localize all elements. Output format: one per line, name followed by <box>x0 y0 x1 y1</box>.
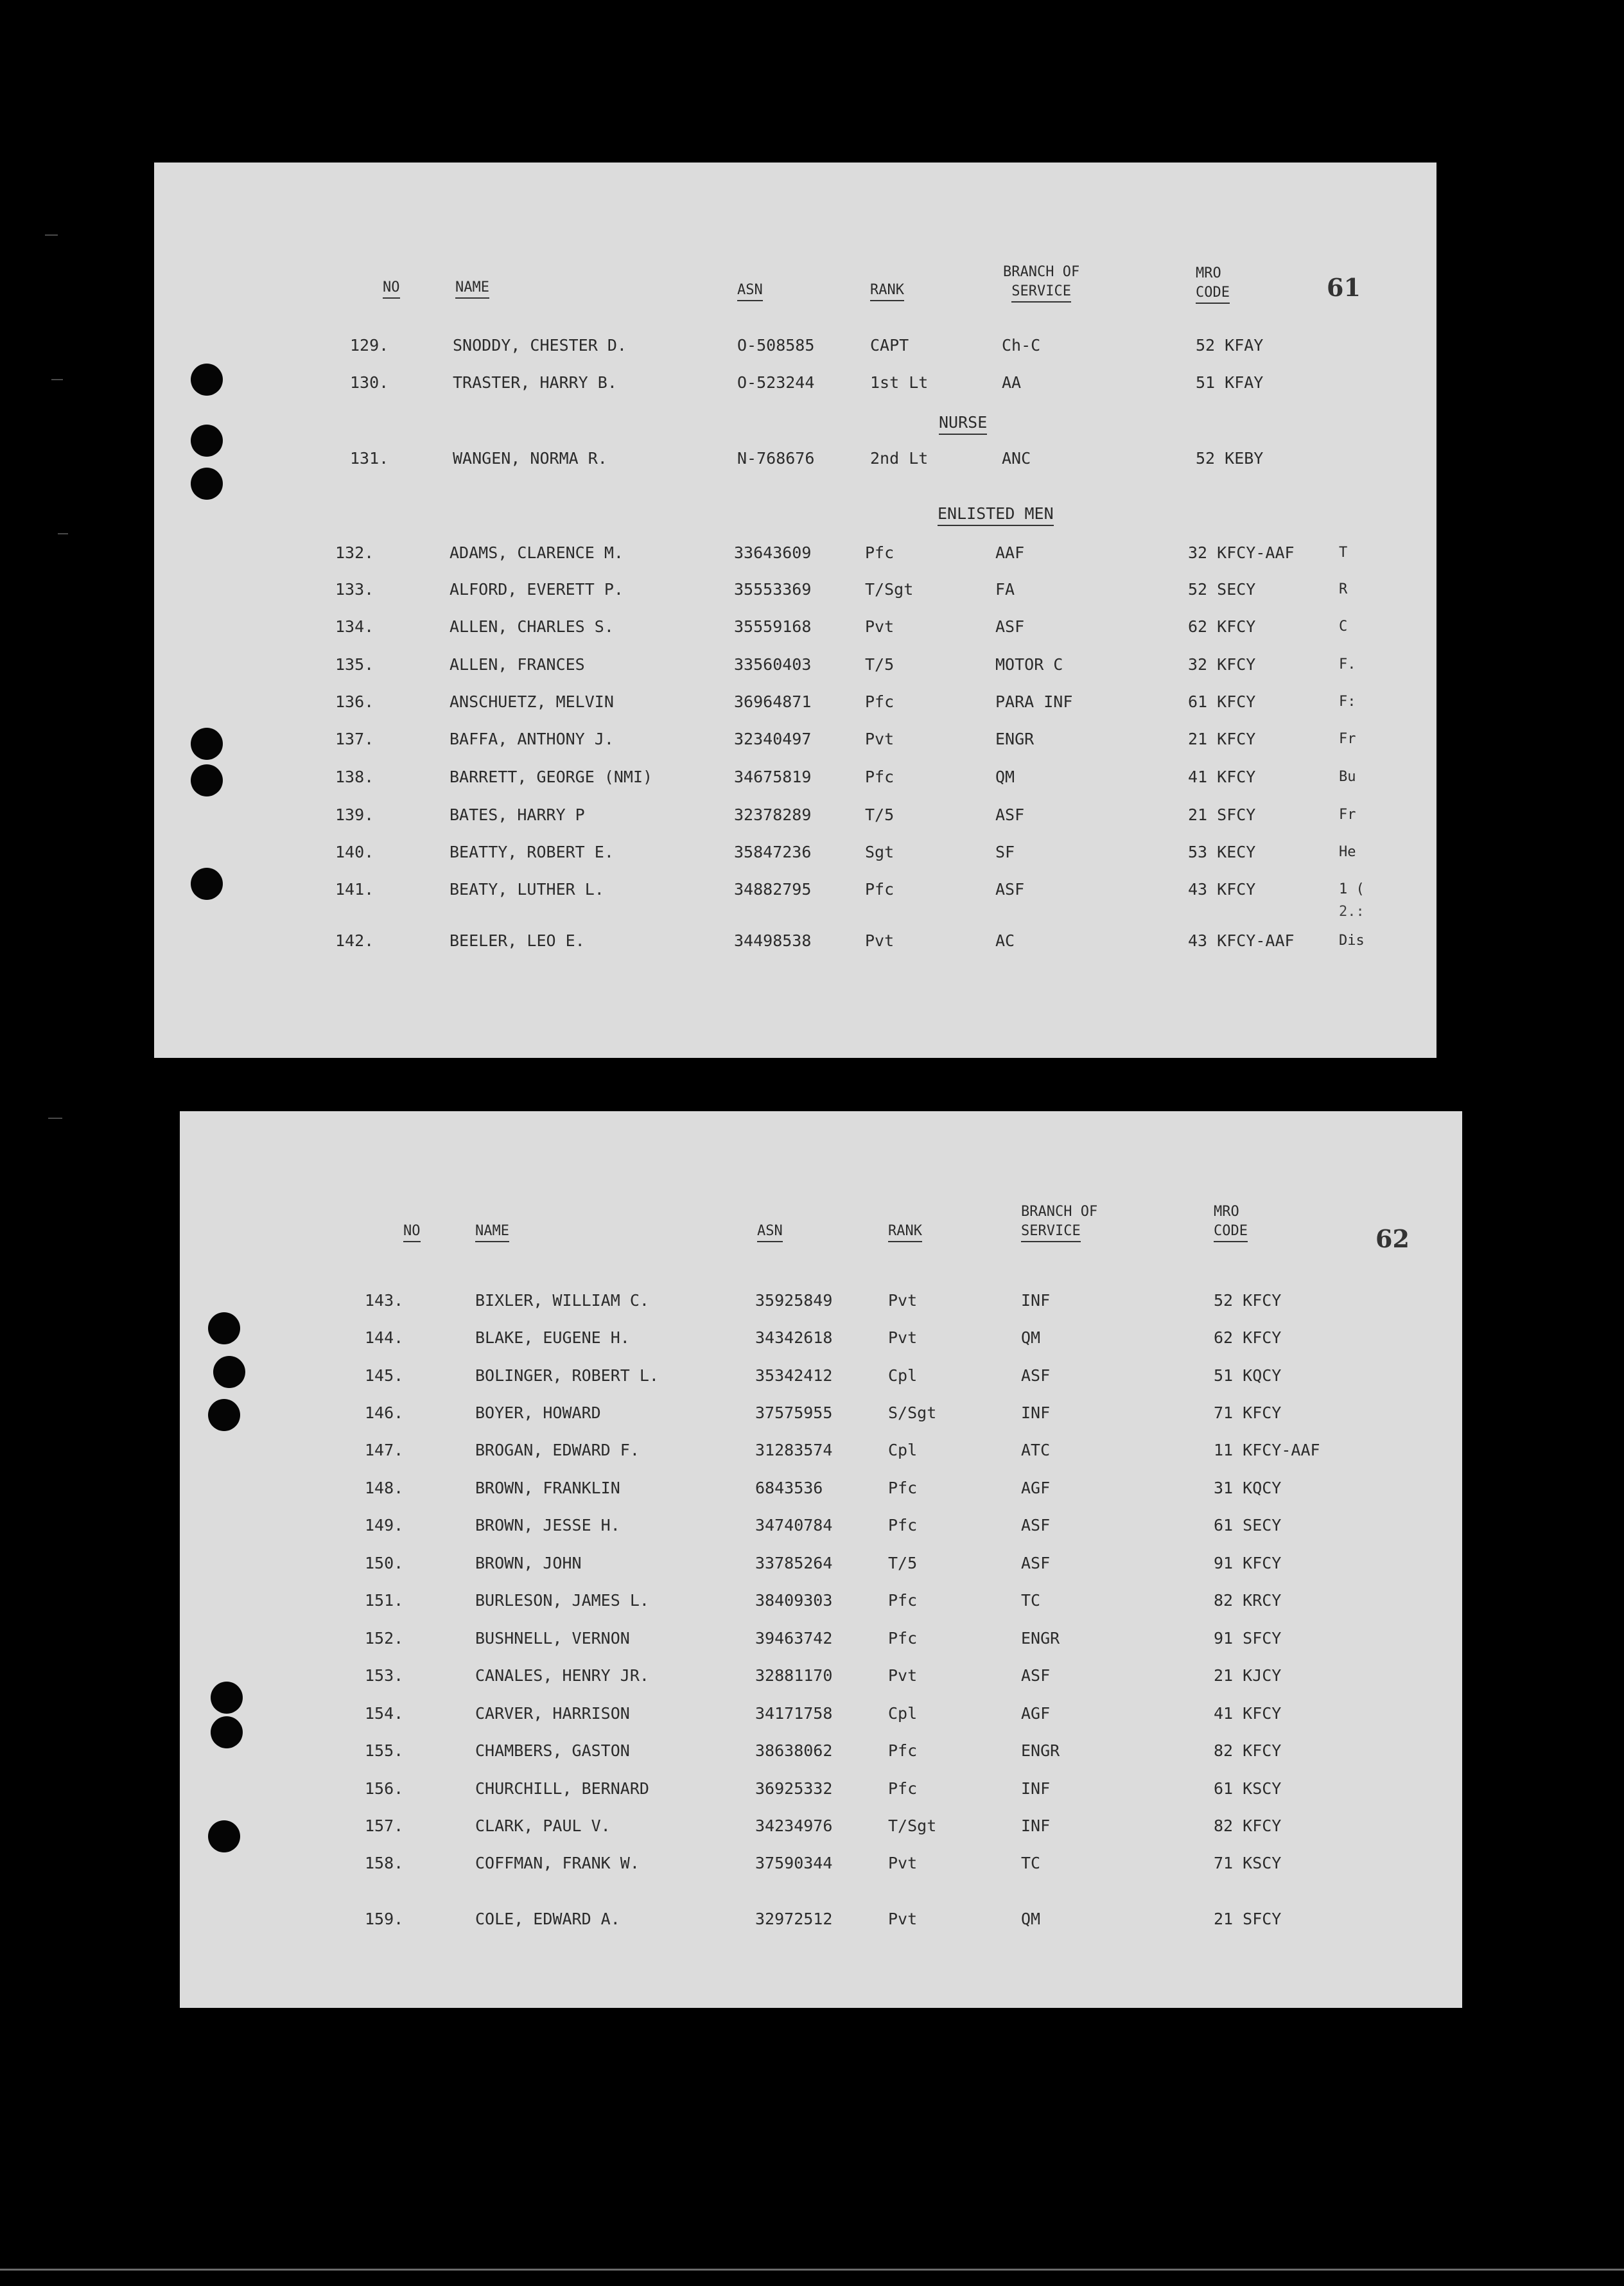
cell-name: CHURCHILL, BERNARD <box>475 1779 649 1798</box>
cell-name: BROWN, JOHN <box>475 1554 582 1572</box>
cell-rank: Pfc <box>865 880 895 899</box>
cell-rank: Pvt <box>865 730 895 748</box>
cell-branch: Ch-C <box>1002 336 1041 355</box>
cell-branch: ASF <box>1021 1516 1051 1534</box>
cell-name: ALLEN, FRANCES <box>450 655 585 674</box>
cell-asn: 37590344 <box>755 1854 833 1872</box>
cell-branch: ATC <box>1021 1441 1051 1459</box>
cell-no: 136. <box>335 692 374 711</box>
cell-margin-note: He <box>1339 844 1356 860</box>
cell-rank: Cpl <box>888 1441 918 1459</box>
cell-mro: 53 KECY <box>1188 843 1256 861</box>
scan-artifact <box>51 379 63 380</box>
cell-mro: 82 KFCY <box>1214 1741 1282 1760</box>
cell-branch: INF <box>1021 1779 1051 1798</box>
cell-rank: T/Sgt <box>865 580 914 599</box>
cell-mro: 71 KSCY <box>1214 1854 1282 1872</box>
table-row <box>154 840 1436 865</box>
cell-asn: 32881170 <box>755 1666 833 1685</box>
cell-branch: ENGR <box>1021 1741 1060 1760</box>
header-asn: ASN <box>737 281 763 301</box>
cell-rank: Pvt <box>888 1854 918 1872</box>
header-asn: ASN <box>757 1222 783 1242</box>
cell-rank: Pvt <box>865 931 895 950</box>
header-mro-code: MRO CODE <box>1214 1202 1248 1242</box>
cell-no: 133. <box>335 580 374 599</box>
cell-mro: 21 KJCY <box>1214 1666 1282 1685</box>
cell-no: 141. <box>335 880 374 899</box>
cell-no: 130. <box>350 373 389 392</box>
cell-rank: 2nd Lt <box>870 449 929 468</box>
cell-mro: 31 KQCY <box>1214 1479 1282 1497</box>
cell-rank: Pvt <box>865 617 895 636</box>
cell-no: 140. <box>335 843 374 861</box>
cell-name: COFFMAN, FRANK W. <box>475 1854 640 1872</box>
cell-no: 129. <box>350 336 389 355</box>
cell-branch: INF <box>1021 1816 1051 1835</box>
cell-no: 151. <box>365 1591 404 1610</box>
cell-name: BOLINGER, ROBERT L. <box>475 1366 659 1385</box>
cell-no: 153. <box>365 1666 404 1685</box>
table-row <box>180 1551 1462 1576</box>
cell-name: BIXLER, WILLIAM C. <box>475 1291 649 1310</box>
cell-asn: 36925332 <box>755 1779 833 1798</box>
cell-no: 149. <box>365 1516 404 1534</box>
table-row <box>180 1438 1462 1463</box>
header-mro-code: MRO CODE <box>1196 264 1230 304</box>
header-no: NO <box>383 278 400 299</box>
cell-branch: INF <box>1021 1291 1051 1310</box>
cell-branch: ENGR <box>1021 1629 1060 1648</box>
cell-no: 156. <box>365 1779 404 1798</box>
cell-margin-note: F: <box>1339 694 1356 710</box>
cell-rank: Pfc <box>888 1741 918 1760</box>
cell-branch: QM <box>1021 1910 1041 1928</box>
cell-margin-note: Fr <box>1339 731 1356 747</box>
cell-no: 150. <box>365 1554 404 1572</box>
cell-branch: ANC <box>1002 449 1031 468</box>
cell-margin-note: F. <box>1339 656 1356 673</box>
cell-rank: T/5 <box>865 655 895 674</box>
cell-branch: ASF <box>1021 1554 1051 1572</box>
cell-branch: SF <box>995 843 1015 861</box>
cell-branch: TC <box>1021 1591 1041 1610</box>
cell-margin-note: Fr <box>1339 807 1356 823</box>
cell-name: COLE, EDWARD A. <box>475 1910 620 1928</box>
cell-branch: FA <box>995 580 1015 599</box>
table-row <box>154 802 1436 828</box>
cell-branch: ASF <box>1021 1366 1051 1385</box>
cell-mro: 21 SFCY <box>1188 805 1256 824</box>
table-row <box>180 1738 1462 1764</box>
cell-asn: 34882795 <box>734 880 812 899</box>
scan-artifact <box>48 1118 62 1119</box>
cell-name: ALLEN, CHARLES S. <box>450 617 614 636</box>
cell-rank: T/Sgt <box>888 1816 937 1835</box>
table-row <box>180 1288 1462 1314</box>
cell-name: ANSCHUETZ, MELVIN <box>450 692 614 711</box>
cell-mro: 61 SECY <box>1214 1516 1282 1534</box>
cell-asn: 34342618 <box>755 1328 833 1347</box>
cell-asn: 37575955 <box>755 1403 833 1422</box>
cell-branch: MOTOR C <box>995 655 1063 674</box>
cell-no: 131. <box>350 449 389 468</box>
cell-mro: 61 KFCY <box>1188 692 1256 711</box>
cell-asn: 39463742 <box>755 1629 833 1648</box>
cell-name: BEATY, LUTHER L. <box>450 880 604 899</box>
table-row <box>154 764 1436 790</box>
cell-name: BATES, HARRY P <box>450 805 585 824</box>
cell-mro: 43 KFCY-AAF <box>1188 931 1295 950</box>
cell-branch: ENGR <box>995 730 1035 748</box>
cell-no: 144. <box>365 1328 404 1347</box>
cell-asn: 35342412 <box>755 1366 833 1385</box>
cell-asn: 32340497 <box>734 730 812 748</box>
roster-sheet-page-62 <box>180 1111 1462 2008</box>
cell-rank: Pfc <box>888 1779 918 1798</box>
cell-branch: QM <box>995 768 1015 786</box>
cell-no: 155. <box>365 1741 404 1760</box>
header-no: NO <box>403 1222 421 1242</box>
table-row <box>154 928 1436 954</box>
cell-asn: 35559168 <box>734 617 812 636</box>
cell-margin-note: Bu <box>1339 769 1356 785</box>
cell-asn: 33560403 <box>734 655 812 674</box>
table-row <box>180 1776 1462 1802</box>
cell-rank: Pvt <box>888 1666 918 1685</box>
cell-mro: 21 SFCY <box>1214 1910 1282 1928</box>
header-branch: BRANCH OF SERVICE <box>1021 1202 1097 1242</box>
cell-no: 146. <box>365 1403 404 1422</box>
cell-rank: Pfc <box>865 768 895 786</box>
cell-asn: 33643609 <box>734 543 812 562</box>
cell-mro: 32 KFCY-AAF <box>1188 543 1295 562</box>
cell-asn: N-768676 <box>737 449 815 468</box>
cell-mro: 32 KFCY <box>1188 655 1256 674</box>
table-row <box>154 333 1436 358</box>
cell-mro: 51 KQCY <box>1214 1366 1282 1385</box>
cell-asn: 34740784 <box>755 1516 833 1534</box>
cell-asn: 34234976 <box>755 1816 833 1835</box>
table-row <box>154 577 1436 602</box>
cell-rank: 1st Lt <box>870 373 929 392</box>
cell-name: ALFORD, EVERETT P. <box>450 580 624 599</box>
cell-asn: 38409303 <box>755 1591 833 1610</box>
margin-note-fragment: 2.: <box>1339 904 1365 920</box>
cell-rank: Cpl <box>888 1704 918 1723</box>
table-row <box>154 652 1436 678</box>
cell-no: 142. <box>335 931 374 950</box>
scan-artifact <box>0 2269 1624 2271</box>
cell-no: 132. <box>335 543 374 562</box>
cell-mro: 52 KEBY <box>1196 449 1264 468</box>
cell-asn: 34498538 <box>734 931 812 950</box>
cell-branch: AAF <box>995 543 1025 562</box>
cell-no: 135. <box>335 655 374 674</box>
cell-no: 154. <box>365 1704 404 1723</box>
cell-rank: Pvt <box>888 1328 918 1347</box>
scan-artifact <box>45 234 58 236</box>
cell-rank: Pvt <box>888 1291 918 1310</box>
cell-no: 134. <box>335 617 374 636</box>
roster-sheet-page-61 <box>154 163 1436 1058</box>
cell-branch: QM <box>1021 1328 1041 1347</box>
header-name: NAME <box>475 1222 509 1242</box>
cell-branch: AA <box>1002 373 1022 392</box>
cell-no: 137. <box>335 730 374 748</box>
cell-mro: 41 KFCY <box>1188 768 1256 786</box>
cell-no: 159. <box>365 1910 404 1928</box>
table-row <box>154 540 1436 566</box>
cell-no: 139. <box>335 805 374 824</box>
cell-asn: 38638062 <box>755 1741 833 1760</box>
cell-branch: PARA INF <box>995 692 1073 711</box>
cell-mro: 91 SFCY <box>1214 1629 1282 1648</box>
cell-no: 138. <box>335 768 374 786</box>
header-name: NAME <box>455 278 489 299</box>
table-row <box>180 1513 1462 1538</box>
cell-branch: TC <box>1021 1854 1041 1872</box>
cell-name: BLAKE, EUGENE H. <box>475 1328 630 1347</box>
cell-margin-note: 1 ( <box>1339 881 1365 897</box>
cell-asn: 34171758 <box>755 1704 833 1723</box>
table-row <box>180 1325 1462 1351</box>
cell-margin-note: C <box>1339 619 1348 635</box>
cell-rank: S/Sgt <box>888 1403 937 1422</box>
table-row <box>154 877 1436 902</box>
table-row <box>154 726 1436 752</box>
cell-no: 148. <box>365 1479 404 1497</box>
section-heading-nurse: NURSE <box>939 412 987 435</box>
cell-branch: INF <box>1021 1403 1051 1422</box>
cell-mro: 52 KFCY <box>1214 1291 1282 1310</box>
scan-artifact <box>58 533 68 534</box>
cell-name: BEATTY, ROBERT E. <box>450 843 614 861</box>
cell-name: CANALES, HENRY JR. <box>475 1666 649 1685</box>
cell-mro: 52 KFAY <box>1196 336 1264 355</box>
cell-name: BROWN, FRANKLIN <box>475 1479 620 1497</box>
cell-no: 158. <box>365 1854 404 1872</box>
punch-hole <box>191 468 223 500</box>
cell-branch: ASF <box>995 617 1025 636</box>
cell-margin-note: T <box>1339 545 1348 561</box>
cell-asn: 35847236 <box>734 843 812 861</box>
cell-mro: 82 KFCY <box>1214 1816 1282 1835</box>
table-row <box>180 1906 1462 1932</box>
table-row <box>154 689 1436 715</box>
cell-asn: 35553369 <box>734 580 812 599</box>
cell-rank: Pfc <box>865 692 895 711</box>
table-row <box>180 1400 1462 1426</box>
cell-mro: 51 KFAY <box>1196 373 1264 392</box>
cell-name: TRASTER, HARRY B. <box>453 373 617 392</box>
cell-asn: 36964871 <box>734 692 812 711</box>
table-row <box>154 370 1436 396</box>
cell-asn: 35925849 <box>755 1291 833 1310</box>
cell-name: CHAMBERS, GASTON <box>475 1741 630 1760</box>
cell-name: BEELER, LEO E. <box>450 931 585 950</box>
cell-branch: AGF <box>1021 1704 1051 1723</box>
cell-name: CLARK, PAUL V. <box>475 1816 611 1835</box>
cell-rank: Cpl <box>888 1366 918 1385</box>
header-rank: RANK <box>888 1222 922 1242</box>
cell-asn: 6843536 <box>755 1479 823 1497</box>
cell-name: BROWN, JESSE H. <box>475 1516 620 1534</box>
cell-mro: 41 KFCY <box>1214 1704 1282 1723</box>
cell-asn: 32378289 <box>734 805 812 824</box>
cell-branch: ASF <box>995 880 1025 899</box>
cell-name: CARVER, HARRISON <box>475 1704 630 1723</box>
cell-no: 157. <box>365 1816 404 1835</box>
cell-rank: Pfc <box>888 1479 918 1497</box>
table-row <box>180 1701 1462 1727</box>
table-row <box>180 1363 1462 1389</box>
cell-rank: CAPT <box>870 336 909 355</box>
cell-no: 152. <box>365 1629 404 1648</box>
cell-mro: 52 SECY <box>1188 580 1256 599</box>
table-row <box>180 1813 1462 1839</box>
page-number: 61 <box>1327 273 1361 302</box>
cell-asn: 31283574 <box>755 1441 833 1459</box>
cell-rank: Pfc <box>888 1591 918 1610</box>
section-heading-enlisted-men: ENLISTED MEN <box>938 503 1054 526</box>
cell-mro: 11 KFCY-AAF <box>1214 1441 1320 1459</box>
cell-rank: T/5 <box>865 805 895 824</box>
cell-asn: O-523244 <box>737 373 815 392</box>
cell-no: 143. <box>365 1291 404 1310</box>
cell-no: 147. <box>365 1441 404 1459</box>
cell-name: BOYER, HOWARD <box>475 1403 601 1422</box>
cell-margin-note: Dis <box>1339 933 1365 949</box>
cell-asn: 32972512 <box>755 1910 833 1928</box>
cell-margin-note: R <box>1339 581 1348 597</box>
cell-name: BARRETT, GEORGE (NMI) <box>450 768 653 786</box>
cell-mro: 61 KSCY <box>1214 1779 1282 1798</box>
cell-rank: T/5 <box>888 1554 918 1572</box>
cell-name: BAFFA, ANTHONY J. <box>450 730 614 748</box>
header-branch: BRANCH OF SERVICE <box>1003 263 1079 303</box>
page-number: 62 <box>1375 1224 1410 1253</box>
cell-rank: Pfc <box>888 1516 918 1534</box>
cell-mro: 82 KRCY <box>1214 1591 1282 1610</box>
cell-branch: AC <box>995 931 1015 950</box>
cell-rank: Pfc <box>865 543 895 562</box>
cell-name: BUSHNELL, VERNON <box>475 1629 630 1648</box>
cell-branch: ASF <box>995 805 1025 824</box>
cell-branch: AGF <box>1021 1479 1051 1497</box>
cell-name: SNODDY, CHESTER D. <box>453 336 627 355</box>
cell-name: BURLESON, JAMES L. <box>475 1591 649 1610</box>
cell-mro: 43 KFCY <box>1188 880 1256 899</box>
table-row <box>180 1851 1462 1876</box>
cell-mro: 91 KFCY <box>1214 1554 1282 1572</box>
cell-rank: Pvt <box>888 1910 918 1928</box>
cell-asn: 34675819 <box>734 768 812 786</box>
table-row <box>180 1663 1462 1689</box>
cell-name: ADAMS, CLARENCE M. <box>450 543 624 562</box>
cell-mro: 62 KFCY <box>1188 617 1256 636</box>
table-row <box>180 1626 1462 1651</box>
cell-no: 145. <box>365 1366 404 1385</box>
cell-mro: 62 KFCY <box>1214 1328 1282 1347</box>
table-row <box>180 1475 1462 1501</box>
cell-name: WANGEN, NORMA R. <box>453 449 607 468</box>
header-rank: RANK <box>870 281 904 301</box>
cell-rank: Pfc <box>888 1629 918 1648</box>
cell-asn: 33785264 <box>755 1554 833 1572</box>
table-row <box>154 614 1436 640</box>
cell-rank: Sgt <box>865 843 895 861</box>
table-row <box>180 1588 1462 1613</box>
cell-mro: 71 KFCY <box>1214 1403 1282 1422</box>
cell-mro: 21 KFCY <box>1188 730 1256 748</box>
cell-asn: O-508585 <box>737 336 815 355</box>
table-row <box>154 446 1436 471</box>
cell-name: BROGAN, EDWARD F. <box>475 1441 640 1459</box>
cell-branch: ASF <box>1021 1666 1051 1685</box>
